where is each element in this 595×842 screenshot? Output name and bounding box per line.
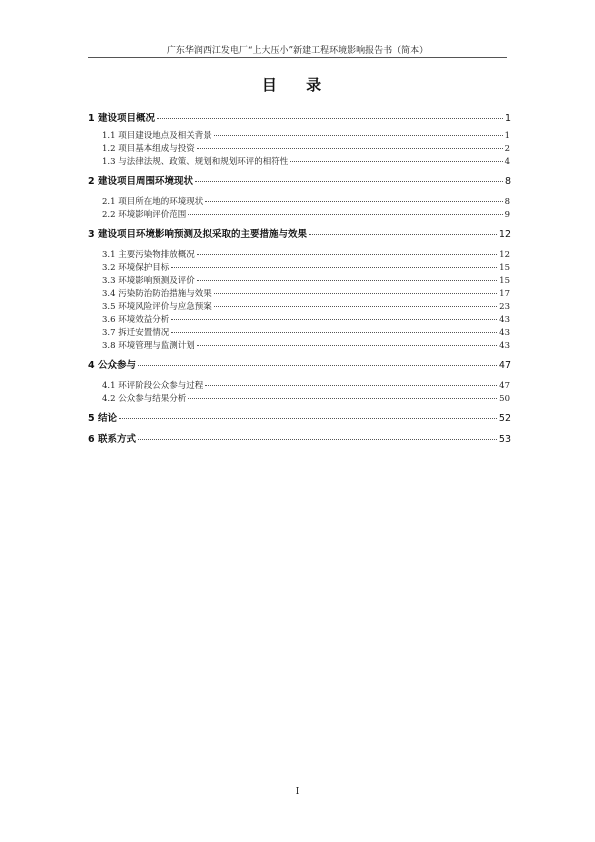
toc-entry-page-number: 12 <box>499 250 510 260</box>
toc-title: 目 录 <box>261 76 334 94</box>
toc-entry-page-number: 8 <box>504 176 511 187</box>
toc-chapter-entry[interactable] <box>88 410 511 424</box>
toc-section-entry[interactable] <box>102 339 510 351</box>
toc-entry-number: 3.4 <box>102 289 116 299</box>
toc-entry-number: 1 <box>88 113 95 124</box>
toc-chapter-entry[interactable] <box>88 173 511 187</box>
toc-entry-page-number: 53 <box>498 434 511 445</box>
toc-dot-leader <box>197 345 497 346</box>
toc-entry-page-number: 43 <box>499 341 510 351</box>
toc-dot-leader <box>171 319 497 320</box>
toc-dot-leader <box>188 214 502 215</box>
toc-entry-label: 环境管理与监测计划 <box>118 341 195 351</box>
toc-entry-page-number: 15 <box>499 276 510 286</box>
toc-entry-label: 拆迁安置情况 <box>118 328 170 338</box>
toc-section-entry[interactable] <box>102 248 510 260</box>
header-rule <box>88 57 507 58</box>
toc-entry-label: 环境风险评价与应急预案 <box>118 302 212 312</box>
toc-entry-label: 项目所在地的环境现状 <box>118 197 204 207</box>
toc-section-entry[interactable] <box>102 142 510 154</box>
toc-dot-leader <box>195 181 503 182</box>
toc-entry-number: 1.2 <box>102 144 116 154</box>
toc-dot-leader <box>138 439 497 440</box>
toc-entry-number: 3.6 <box>102 315 116 325</box>
toc-entry-page-number: 50 <box>499 394 510 404</box>
toc-entry-label: 与法律法规、政策、规划和规划环评的相符性 <box>118 157 289 167</box>
toc-dot-leader <box>309 234 497 235</box>
toc-dot-leader <box>205 385 497 386</box>
toc-dot-leader <box>119 418 497 419</box>
toc-section-entry[interactable] <box>102 379 510 391</box>
toc-entry-page-number: 4 <box>504 157 510 167</box>
toc-chapter-entry[interactable] <box>88 431 511 445</box>
toc-entry-number: 3.7 <box>102 328 116 338</box>
toc-section-entry[interactable] <box>102 274 510 286</box>
toc-entry-page-number: 1 <box>504 131 510 141</box>
toc-entry-label: 建设项目环境影响预测及拟采取的主要措施与效果 <box>97 229 307 240</box>
toc-chapter-entry[interactable] <box>88 110 511 124</box>
toc-entry-number: 3.1 <box>102 250 116 260</box>
toc-section-entry[interactable] <box>102 261 510 273</box>
toc-entry-page-number: 47 <box>499 381 510 391</box>
toc-entry-page-number: 47 <box>498 360 511 371</box>
toc-entry-label: 环评阶段公众参与过程 <box>118 381 204 391</box>
toc-dot-leader <box>188 398 497 399</box>
toc-entry-page-number: 8 <box>504 197 510 207</box>
toc-chapter-entry[interactable] <box>88 226 511 240</box>
toc-entry-number: 6 <box>88 434 95 445</box>
toc-section-entry[interactable] <box>102 195 510 207</box>
toc-dot-leader <box>197 148 503 149</box>
toc-dot-leader <box>138 365 497 366</box>
toc-entry-page-number: 17 <box>499 289 510 299</box>
page-number: I <box>295 787 300 797</box>
toc-entry-number: 4.2 <box>102 394 116 404</box>
toc-entry-label: 项目基本组成与投资 <box>118 144 195 154</box>
toc-section-entry[interactable] <box>102 392 510 404</box>
toc-section-entry[interactable] <box>102 287 510 299</box>
toc-section-entry[interactable] <box>102 313 510 325</box>
toc-dot-leader <box>197 280 497 281</box>
toc-entry-number: 2.1 <box>102 197 116 207</box>
toc-dot-leader <box>214 135 503 136</box>
toc-entry-number: 2 <box>88 176 95 187</box>
toc-entry-page-number: 15 <box>499 263 510 273</box>
toc-entry-label: 环境保护目标 <box>118 263 170 273</box>
toc-chapter-entry[interactable] <box>88 357 511 371</box>
toc-entry-number: 5 <box>88 413 95 424</box>
toc-entry-number: 2.2 <box>102 210 116 220</box>
toc-entry-page-number: 12 <box>498 229 511 240</box>
toc-entry-page-number: 23 <box>499 302 510 312</box>
toc-entry-label: 环境效益分析 <box>118 315 170 325</box>
toc-section-entry[interactable] <box>102 326 510 338</box>
toc-entry-number: 1.1 <box>102 131 116 141</box>
toc-entry-number: 4 <box>88 360 95 371</box>
toc-section-entry[interactable] <box>102 155 510 167</box>
toc-entry-number: 3.8 <box>102 341 116 351</box>
toc-entry-number: 3 <box>88 229 95 240</box>
toc-entry-page-number: 43 <box>499 315 510 325</box>
toc-entry-label: 污染防治防治措施与效果 <box>118 289 212 299</box>
toc-entry-label: 建设项目周围环境现状 <box>97 176 193 187</box>
toc-dot-leader <box>157 118 503 119</box>
toc-entry-label: 公众参与 <box>97 360 136 371</box>
toc-entry-page-number: 1 <box>504 113 511 124</box>
toc-entry-number: 3.5 <box>102 302 116 312</box>
toc-dot-leader <box>214 293 497 294</box>
toc-entry-label: 联系方式 <box>97 434 136 445</box>
toc-dot-leader <box>171 332 497 333</box>
toc-entry-label: 结论 <box>97 413 117 424</box>
toc-dot-leader <box>290 161 502 162</box>
toc-entry-page-number: 43 <box>499 328 510 338</box>
toc-entry-label: 建设项目概况 <box>97 113 155 124</box>
toc-entry-label: 环境影响预测及评价 <box>118 276 195 286</box>
toc-entry-number: 3.3 <box>102 276 116 286</box>
running-header: 广东华润西江发电厂“上大压小”新建工程环境影响报告书（简本） <box>166 46 429 56</box>
toc-section-entry[interactable] <box>102 300 510 312</box>
toc-dot-leader <box>214 306 497 307</box>
toc-entry-label: 公众参与结果分析 <box>118 394 187 404</box>
toc-entry-page-number: 9 <box>504 210 510 220</box>
toc-entry-page-number: 2 <box>504 144 510 154</box>
toc-entry-number: 1.3 <box>102 157 116 167</box>
toc-entry-label: 主要污染物排放概况 <box>118 250 195 260</box>
toc-dot-leader <box>171 267 497 268</box>
toc-section-entry[interactable] <box>102 208 510 220</box>
toc-entry-number: 4.1 <box>102 381 116 391</box>
toc-section-entry[interactable] <box>102 129 510 141</box>
toc-entry-number: 3.2 <box>102 263 116 273</box>
toc-entry-page-number: 52 <box>498 413 511 424</box>
toc-dot-leader <box>205 201 502 202</box>
toc-dot-leader <box>197 254 497 255</box>
toc-entry-label: 环境影响评价范围 <box>118 210 187 220</box>
toc-entry-label: 项目建设地点及相关背景 <box>118 131 212 141</box>
